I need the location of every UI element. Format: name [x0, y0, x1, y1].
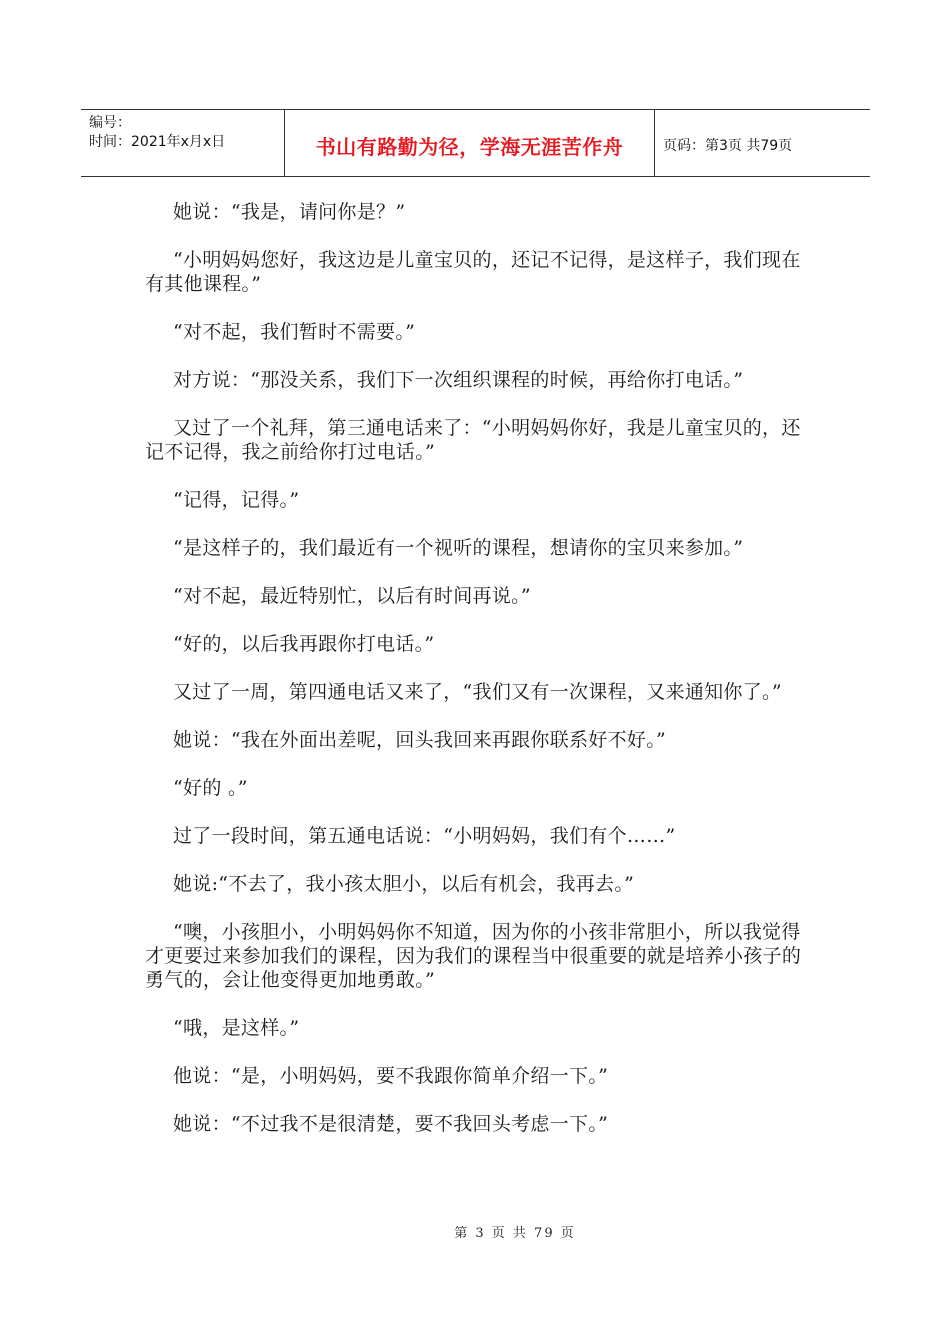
- number-label: 编号：: [89, 115, 131, 131]
- paragraph: 她说：“不过我不是很清楚，要不我回头考虑一下。”: [173, 1113, 609, 1135]
- motto-text: 书山有路勤为径，学海无涯苦作舟: [315, 134, 624, 159]
- paragraph: 又过了一个礼拜，第三通电话来了：“小明妈妈你好，我是儿童宝贝的，还记不记得，我之前给你打过电话。”: [145, 417, 801, 463]
- paragraph: 他说：“是，小明妈妈，要不我跟你简单介绍一下。”: [173, 1065, 609, 1087]
- paragraph: 对方说：“那没关系，我们下一次组织课程的时候，再给你打电话。”: [173, 369, 744, 391]
- paragraph: “好的，以后我再跟你打电话。”: [173, 633, 435, 655]
- page-footer: [0, 1222, 950, 1241]
- paragraph: 她说：“我是，请问你是？”: [173, 201, 406, 223]
- paragraph: “哦，是这样。”: [173, 1017, 300, 1039]
- header-motto-cell: [284, 110, 655, 176]
- document-body: [145, 200, 805, 1160]
- paragraph: “对不起，我们暂时不需要。”: [173, 321, 416, 343]
- footer-page-number: 第 3 页 共 79 页: [454, 1226, 576, 1241]
- paragraph: “对不起，最近特别忙，以后有时间再说。”: [173, 585, 531, 607]
- header-meta: [81, 110, 284, 176]
- paragraph: 她说：“我在外面出差呢，回头我回来再跟你联系好不好。”: [173, 729, 667, 751]
- paragraph: 过了一段时间，第五通电话说：“小明妈妈，我们有个……”: [173, 825, 676, 847]
- paragraph: 又过了一周，第四通电话又来了，“我们又有一次课程，又来通知你了。”: [173, 681, 782, 703]
- paragraph: “噢，小孩胆小，小明妈妈你不知道，因为你的小孩非常胆小，所以我觉得才更要过来参加我们的课程，因为我们的课程当中很重要的就是培养小孩子的勇气的，会让他变得更加地勇敢。”: [145, 921, 802, 991]
- paragraph: “是这样子的，我们最近有一个视听的课程，想请你的宝贝来参加。”: [173, 537, 744, 559]
- page-code-text: 页码：第3页 共79页: [663, 138, 793, 154]
- time-label: 时间：2021年x月x日: [89, 134, 226, 150]
- header-page-code: [655, 110, 870, 176]
- paragraph: 她说:“不去了，我小孩太胆小，以后有机会，我再去。”: [173, 873, 635, 895]
- paragraph: “小明妈妈您好，我这边是儿童宝贝的，还记不记得，是这样子，我们现在有其他课程。”: [145, 249, 801, 295]
- header-table: [81, 109, 870, 177]
- paragraph: “记得，记得。”: [173, 489, 300, 511]
- paragraph: “好的 。”: [173, 777, 248, 799]
